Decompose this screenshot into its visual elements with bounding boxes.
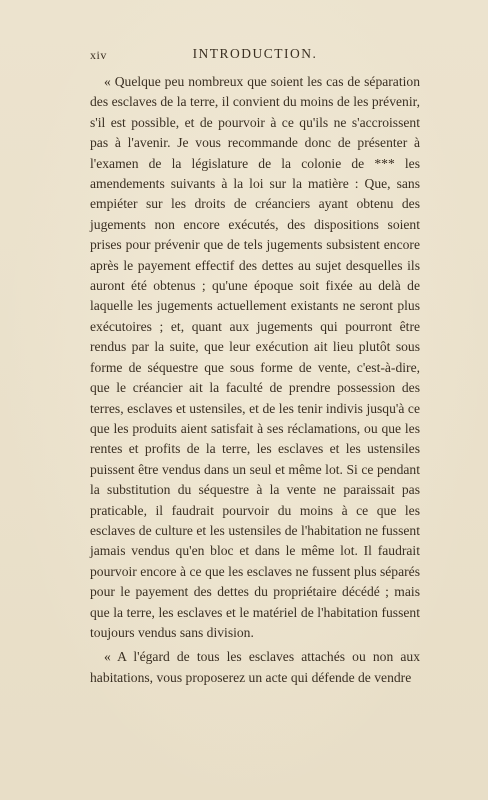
running-head: INTRODUCTION. (192, 46, 318, 61)
paragraph: « Quelque peu nombreux que soient les cas de séparation des esclaves de la terre, il convient du moins de les prévenir, s'il est possible, et de pourvoir à ce qu'ils ne s'accroissent pas à l'avenir. Je vous recommande donc de présenter à l'examen de la législature de la colonie de *** les amendements suivants à la loi sur la matière : Que, sans empiéter sur les droits de créanciers ayant obtenu des jugements non encore exécutés, des dispositions soient prises pour prévenir que de tels jugements subsistent encore après le payement effectif des dettes au sujet desquelles ils auront été obtenus ; qu'une époque soit fixée au delà de laquelle les jugements actuellement existants ne seront plus exécutoires ; et, quant aux jugements qui pourront être rendus par la suite, que leur exécution ait lieu plutôt sous forme de séquestre que sous forme de vente, c'est-à-dire, que le créancier ait la faculté de prendre possession des terres, esclaves et ustensiles, et de les tenir indivis jusqu'à ce que les produits aient satisfait à ses réclamations, ou que les rentes et profits de la terre, les esclaves et les ustensiles puissent être vendus dans un seul et même lot. Si ce pendant la substitution du séquestre à la vente ne paraissait pas praticable, il faudrait pourvoir du moins à ce que les esclaves de culture et les ustensiles de l'habitation ne fussent jamais vendus qu'en bloc et dans le même lot. Il faudrait pourvoir encore à ce que les esclaves ne fussent plus séparés pour le payement des dettes du propriétaire décédé ; mais que la terre, les esclaves et le matériel de l'habitation fussent toujours vendus sans division. (90, 74, 420, 640)
body-text (90, 72, 420, 692)
page-number: xiv (90, 48, 107, 62)
paragraph: « A l'égard de tous les esclaves attachés ou non aux habitations, vous proposerez un acte qui défende de vendre (90, 649, 420, 685)
page-header (90, 46, 420, 66)
